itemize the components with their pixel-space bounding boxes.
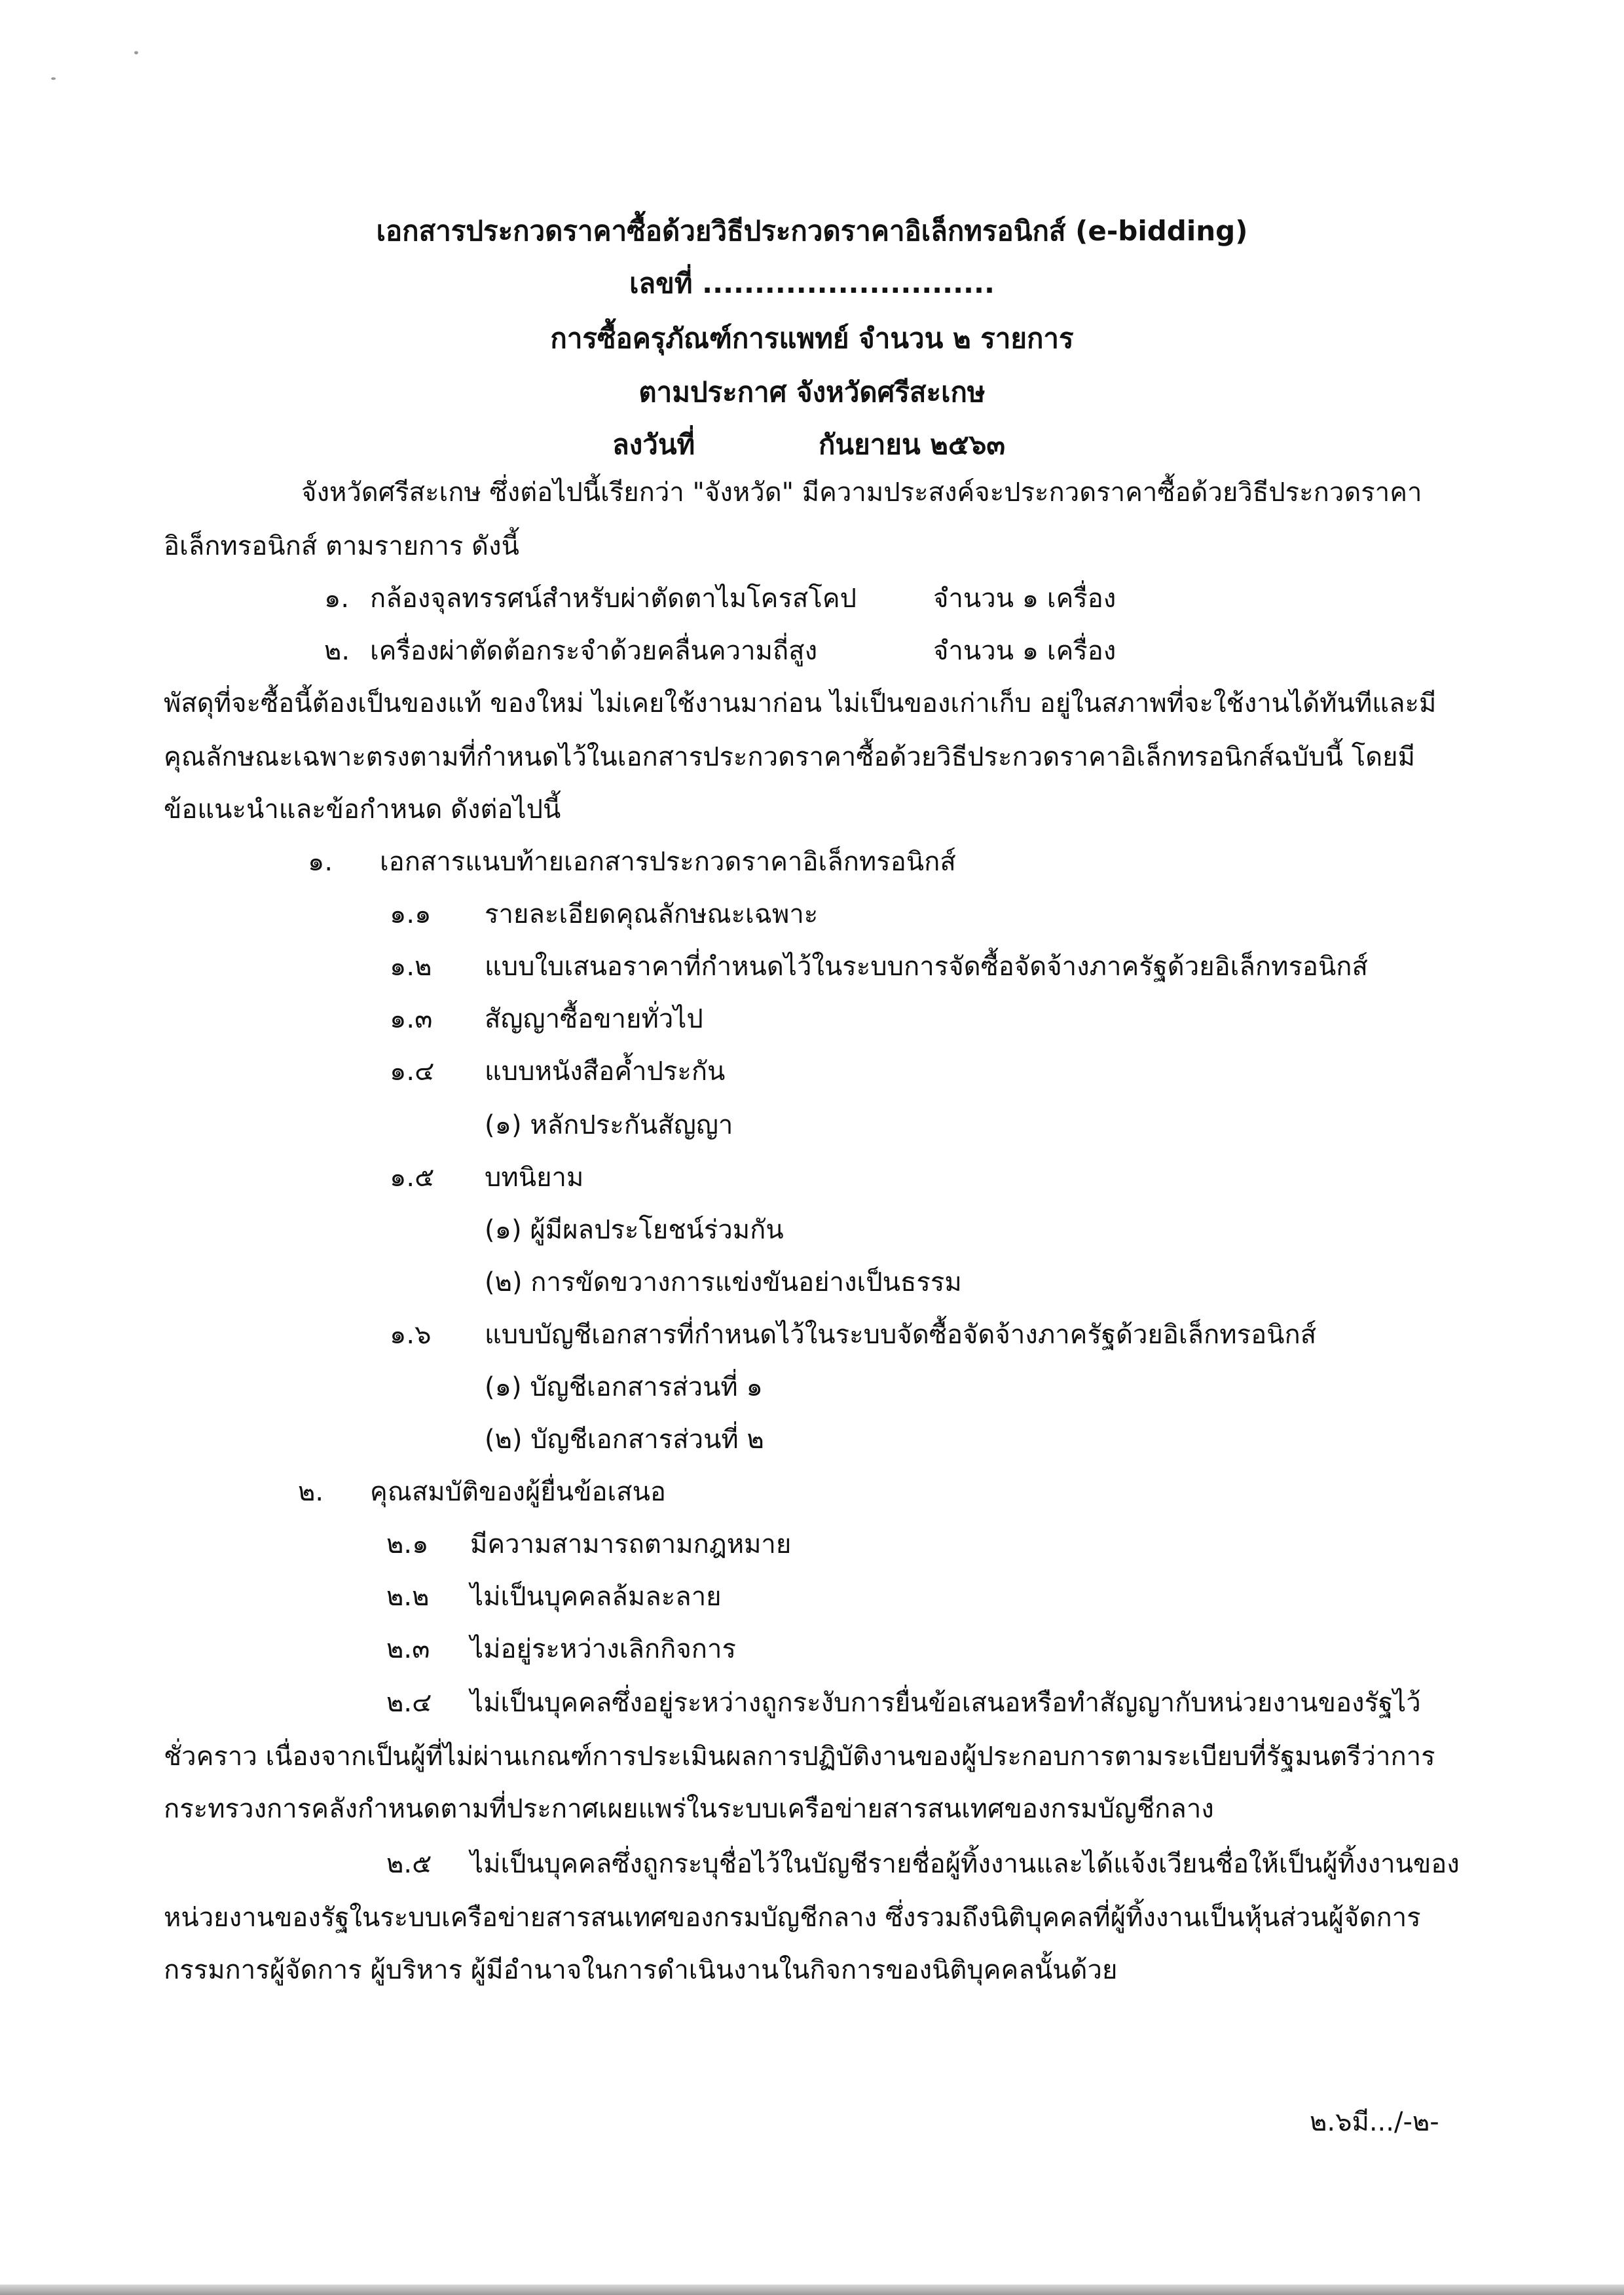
clause-text: ไม่เป็นบุคคลซึ่งอยู่ระหว่างถูกระงับการยื่นข้อเสนอหรือทำสัญญากับหน่วยงานของรัฐไว้: [470, 1688, 1421, 1718]
para2-line-3: ข้อแนะนำและข้อกำหนด ดังต่อไปนี้: [164, 794, 561, 825]
sub-clause-text: (๒) การขัดขวางการแข่งขันอย่างเป็นธรรม: [485, 1267, 962, 1297]
section-1-title: เอกสารแนบท้ายเอกสารประกวดราคาอิเล็กทรอนิกส์: [380, 847, 956, 877]
date-label: ลงวันที่: [612, 428, 695, 460]
clause-number: ๑.๓: [390, 1004, 433, 1034]
scan-speck: [51, 77, 56, 80]
clause-number: ๒.๕: [386, 1849, 432, 1879]
sub-clause-text: (๒) บัญชีเอกสารส่วนที่ ๒: [485, 1425, 764, 1455]
item-number: ๒.: [324, 636, 350, 666]
intro-line-2: อิเล็กทรอนิกส์ ตามรายการ ดังนี้: [164, 531, 519, 561]
clause-text: ไม่เป็นบุคคลซึ่งถูกระบุชื่อไว้ในบัญชีรายชื่อผู้ทิ้งงานและได้แจ้งเวียนชื่อให้เป็นผู้ทิ้งงานของ: [470, 1849, 1460, 1879]
section-2-number: ๒.: [298, 1477, 324, 1507]
clause-text-continued: หน่วยงานของรัฐในระบบเครือข่ายสารสนเทศของกรมบัญชีกลาง ซึ่งรวมถึงนิติบุคคลที่ผู้ทิ้งงานเป็นหุ้นส่วนผู้จัดการ: [164, 1903, 1421, 1933]
date-value: กันยายน ๒๕๖๓: [819, 428, 1006, 460]
clause-number: ๒.๔: [386, 1688, 432, 1718]
item-quantity: จำนวน ๑ เครื่อง: [933, 636, 1116, 666]
scan-bottom-edge: [0, 2285, 1624, 2295]
clause-text: สัญญาซื้อขายทั่วไป: [485, 1004, 703, 1034]
clause-text-continued: กระทรวงการคลังกำหนดตามที่ประกาศเผยแพร่ในระบบเครือข่ายสารสนเทศของกรมบัญชีกลาง: [164, 1794, 1214, 1824]
clause-text: ไม่อยู่ระหว่างเลิกกิจการ: [470, 1634, 736, 1664]
sub-clause-text: (๑) หลักประกันสัญญา: [485, 1110, 733, 1140]
clause-number: ๒.๓: [386, 1634, 430, 1664]
clause-number: ๒.๑: [386, 1529, 429, 1559]
clause-number: ๑.๑: [390, 899, 432, 929]
document-subject: การซื้อครุภัณฑ์การแพทย์ จำนวน ๒ รายการ: [550, 322, 1074, 354]
section-2-title: คุณสมบัติของผู้ยื่นข้อเสนอ: [370, 1477, 666, 1507]
section-1-number: ๑.: [308, 847, 333, 877]
para2-line-1: พัสดุที่จะซื้อนี้ต้องเป็นของแท้ ของใหม่ ไม่เคยใช้งานมาก่อน ไม่เป็นของเก่าเก็บ อยู่ในสภาพที่จะใช้งานได้ทันทีและมี: [164, 688, 1437, 718]
item-quantity: จำนวน ๑ เครื่อง: [933, 584, 1116, 614]
clause-text: แบบหนังสือค้ำประกัน: [485, 1056, 726, 1087]
scan-speck: [134, 51, 138, 54]
sub-clause-text: (๑) บัญชีเอกสารส่วนที่ ๑: [485, 1372, 763, 1402]
item-name: กล้องจุลทรรศน์สำหรับผ่าตัดตาไมโครสโคป: [370, 584, 857, 614]
item-number: ๑.: [324, 584, 350, 614]
clause-text: แบบใบเสนอราคาที่กำหนดไว้ในระบบการจัดซื้อจัดจ้างภาครัฐด้วยอิเล็กทรอนิกส์: [485, 952, 1368, 982]
clause-number: ๑.๔: [390, 1056, 435, 1087]
clause-number: ๒.๒: [386, 1582, 430, 1612]
announcement-line: ตามประกาศ จังหวัดศรีสะเกษ: [638, 376, 986, 408]
document-number: เลขที่ ............................: [629, 267, 995, 299]
intro-line-1: จังหวัดศรีสะเกษ ซึ่งต่อไปนี้เรียกว่า "จังหวัด" มีความประสงค์จะประกวดราคาซื้อด้วยวิธีประกวดราคา: [301, 477, 1422, 508]
clause-number: ๑.๒: [390, 952, 432, 982]
clause-text: มีความสามารถตามกฎหมาย: [470, 1529, 792, 1559]
clause-text: บทนิยาม: [485, 1163, 584, 1193]
para2-line-2: คุณลักษณะเฉพาะตรงตามที่กำหนดไว้ในเอกสารประกวดราคาซื้อด้วยวิธีประกวดราคาอิเล็กทรอนิกส์ฉบับนี้ โดยมี: [164, 742, 1415, 772]
item-name: เครื่องผ่าตัดต้อกระจำด้วยคลื่นความถี่สูง: [370, 636, 818, 666]
sub-clause-text: (๑) ผู้มีผลประโยชน์ร่วมกัน: [485, 1215, 784, 1245]
clause-text: แบบบัญชีเอกสารที่กำหนดไว้ในระบบจัดซื้อจัดจ้างภาครัฐด้วยอิเล็กทรอนิกส์: [485, 1320, 1317, 1350]
next-page-marker: ๒.๖มี.../-๒-: [1310, 2107, 1439, 2137]
clause-text: ไม่เป็นบุคคลล้มละลาย: [470, 1582, 722, 1612]
clause-number: ๑.๕: [390, 1163, 435, 1193]
clause-number: ๑.๖: [390, 1320, 432, 1350]
document-title: เอกสารประกวดราคาซื้อด้วยวิธีประกวดราคาอิเล็กทรอนิกส์ (e-bidding): [376, 215, 1248, 247]
clause-text: รายละเอียดคุณลักษณะเฉพาะ: [485, 899, 819, 929]
clause-text-continued: ชั่วคราว เนื่องจากเป็นผู้ที่ไม่ผ่านเกณฑ์การประเมินผลการปฏิบัติงานของผู้ประกอบการตามระเบียบที่รัฐมนตรีว่าการ: [164, 1742, 1435, 1772]
clause-text-continued: กรรมการผู้จัดการ ผู้บริหาร ผู้มีอำนาจในการดำเนินงานในกิจการของนิติบุคคลนั้นด้วย: [164, 1955, 1118, 1985]
